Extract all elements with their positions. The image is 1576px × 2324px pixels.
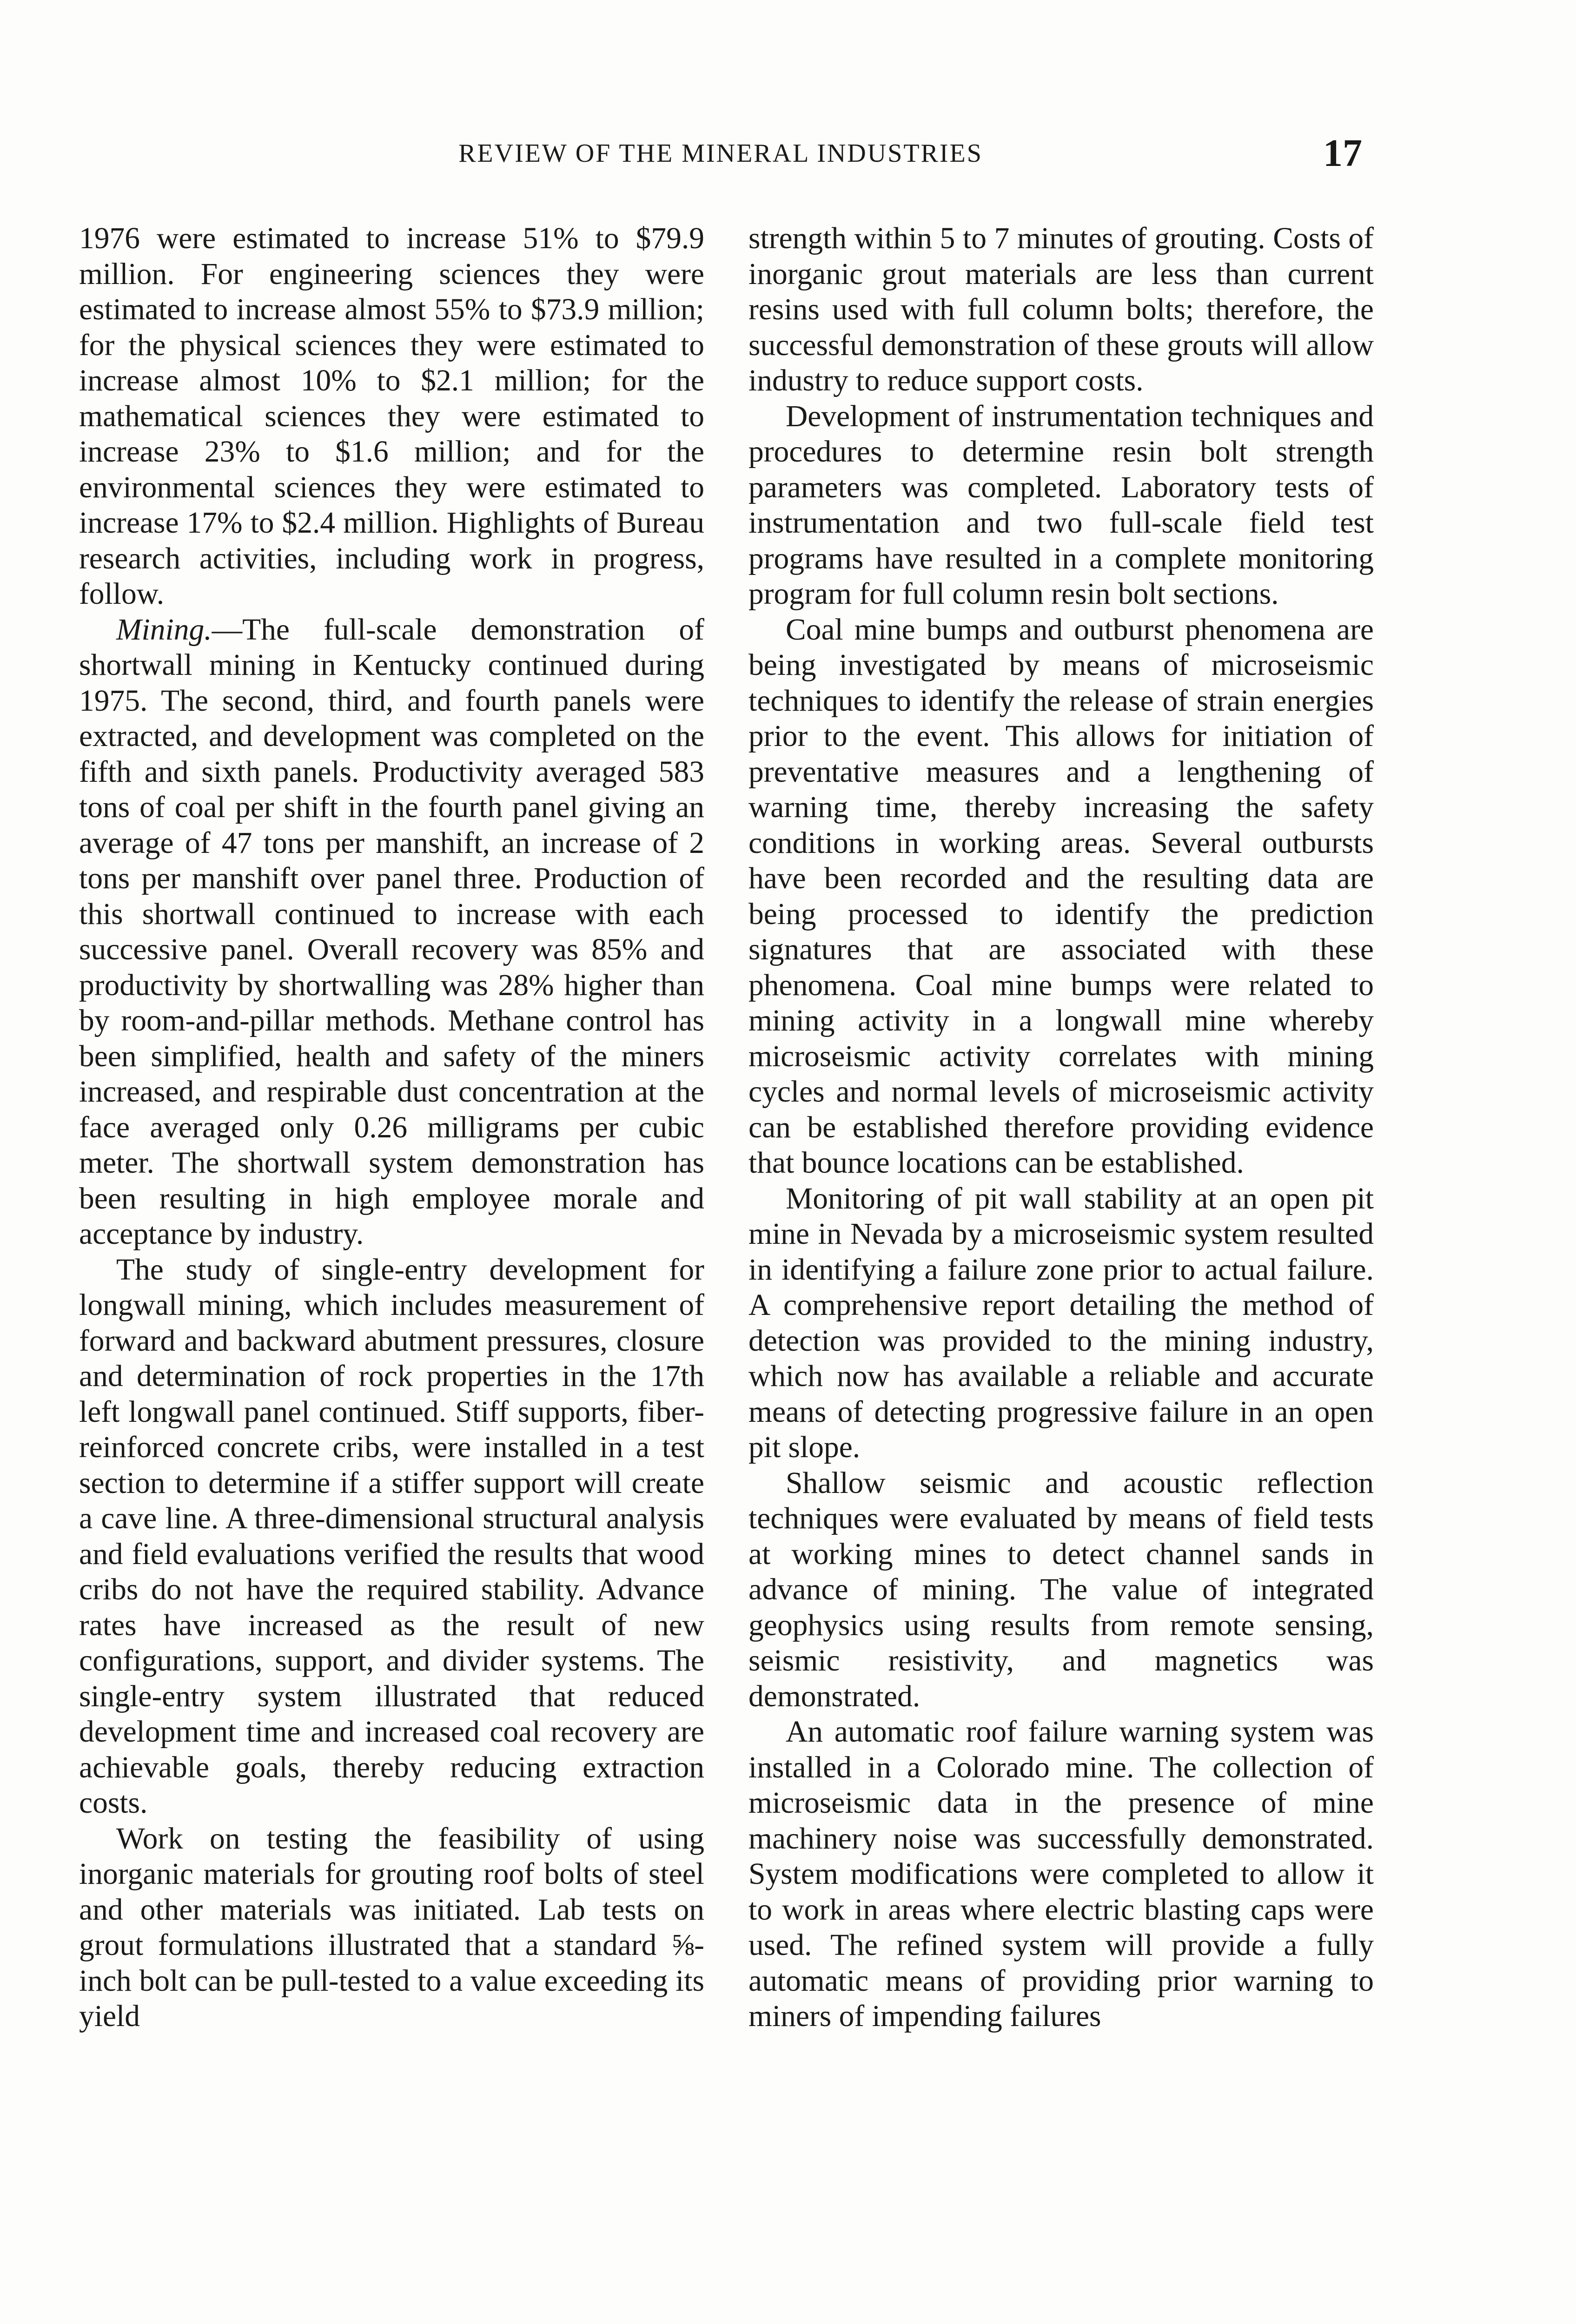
paragraph-pit-wall-monitoring: Monitoring of pit wall stability at an open pit mine in Nevada by a microseismic system resulted in identifying a failure zone prior to actual failure. A comprehensive report detailing the method of detection was provided to the mining industry, which now has available a reliable and accurate means of detecting progressive failure in an open pit slope.	[748, 1182, 1374, 1464]
page-number: 17	[1323, 132, 1362, 175]
running-header	[79, 132, 1362, 181]
running-title: REVIEW OF THE MINERAL INDUSTRIES	[458, 139, 983, 168]
paragraph-mining-shortwall	[79, 612, 704, 1252]
paragraph-funding-estimates: 1976 were estimated to increase 51% to $79.9 million. For engineering sciences they were estimated to increase almost 55% to $73.9 million; for the physical sciences they were estimated to increase almost 10% to $2.1 million; for the mathematical sciences they were estimated to increase 23% to $1.6 million; and for the environmental sciences they were estimated to increase 17% to $2.4 million. Highlights of Bureau research activities, including work in progress, follow.	[79, 222, 704, 611]
paragraph-instrumentation: Development of instrumentation techniques and procedures to determine resin bolt strength parameters was completed. Laboratory tests of instrumentation and two full-scale field test programs have resulted in a complete monitoring program for full column resin bolt sections.	[748, 399, 1374, 611]
paragraph-coal-mine-bumps: Coal mine bumps and outburst phenomena are being investigated by means of microseismic techniques to identify the release of strain energies prior to the event. This allows for initiation of preventative measures and a lengthening of warning time, thereby increasing the safety conditions in working areas. Several outbursts have been recorded and the resulting data are being processed to identify the prediction signatures that are associated with these phenomena. Coal mine bumps were related to mining activity in a longwall mine whereby microseismic activity correlates with mining cycles and normal levels of microseismic activity can be established therefore providing evidence that bounce locations can be established.	[748, 613, 1374, 1180]
paragraph-inorganic-grout: Work on testing the feasibility of using inorganic materials for grouting roof bolts of steel and other materials was initiated. Lab tests on grout formulations illustrated that a standard ⅝-inch bolt can be pull-tested to a value exceeding its yield	[79, 1822, 704, 2033]
paragraph-grout-continued: strength within 5 to 7 minutes of grouting. Costs of inorganic grout materials are less than current resins used with full column bolts; therefore, the successful demonstration of these grouts will allow industry to reduce support costs.	[748, 222, 1374, 397]
section-heading-mining: Mining.	[116, 613, 212, 647]
left-column	[79, 221, 704, 2034]
paragraph-seismic-reflection: Shallow seismic and acoustic reflection techniques were evaluated by means of field tests at working mines to detect channel sands in advance of mining. The value of integrated geophysics using results from remote sensing, seismic resistivity, and magnetics was demonstrated.	[748, 1466, 1374, 1713]
paragraph-roof-failure-warning: An automatic roof failure warning system was installed in a Colorado mine. The collection of microseismic data in the presence of mine machinery noise was successfully demonstrated. System modifications were completed to allow it to work in areas where electric blasting caps were used. The refined system will provide a fully automatic means of providing prior warning to miners of impending failures	[748, 1715, 1374, 2033]
right-column	[748, 221, 1374, 2034]
paragraph-mining-text: —The full-scale demonstration of shortwall mining in Kentucky continued during 1975. The second, third, and fourth panels were extracted, and development was completed on the fifth and sixth panels. Productivity averaged 583 tons of coal per shift in the fourth panel giving an average of 47 tons per manshift, an increase of 2 tons per manshift over panel three. Production of this shortwall continued to increase with each successive panel. Overall recovery was 85% and productivity by shortwalling was 28% higher than by room-and-pillar methods. Methane control has been simplified, health and safety of the miners increased, and respirable dust concentration at the face averaged only 0.26 milligrams per cubic meter. The shortwall system demonstration has been resulting in high employee morale and acceptance by industry.	[79, 613, 704, 1251]
paragraph-single-entry: The study of single-entry development for longwall mining, which includes measurement of forward and backward abutment pressures, closure and determination of rock properties in the 17th left longwall panel continued. Stiff supports, fiber-reinforced concrete cribs, were installed in a test section to determine if a stiffer support will create a cave line. A three-dimensional structural analysis and field evaluations verified the results that wood cribs do not have the required stability. Advance rates have increased as the result of new configurations, support, and divider systems. The single-entry system illustrated that reduced development time and increased coal recovery are achievable goals, thereby reducing extraction costs.	[79, 1253, 704, 1820]
